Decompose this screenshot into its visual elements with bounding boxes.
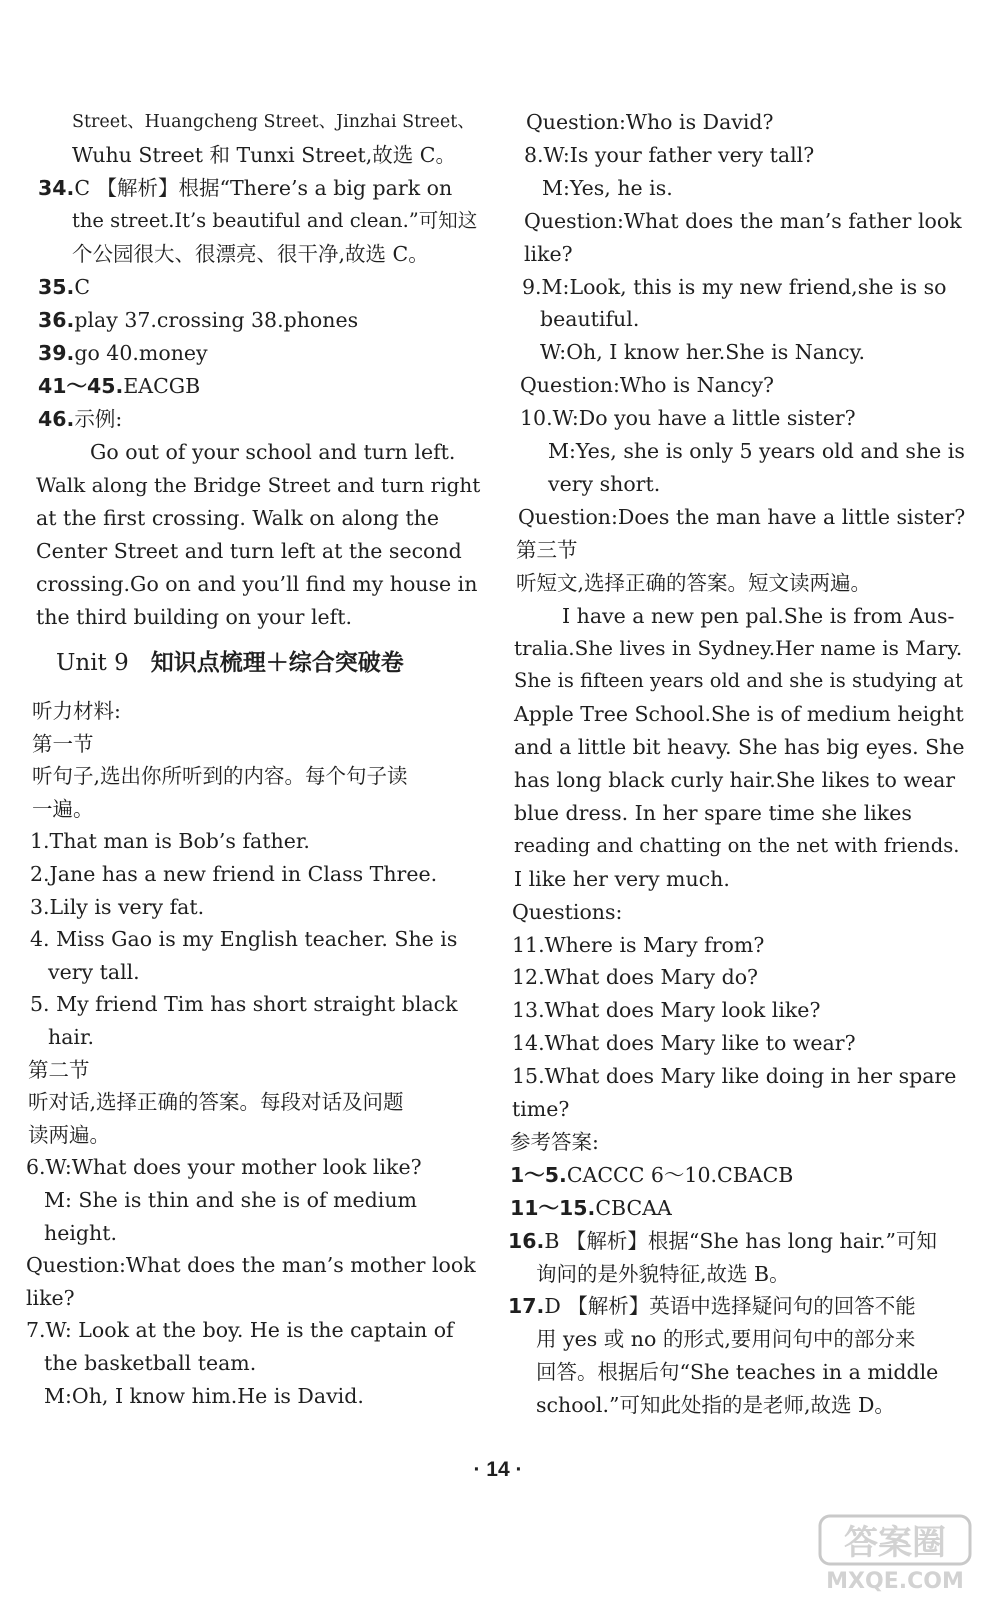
item-number: 36. [38, 308, 75, 332]
left-line [36, 570, 477, 598]
line-text: blue dress. In her spare time she likes [514, 800, 912, 825]
line-text: very tall. [48, 959, 140, 984]
left2-line [32, 730, 94, 758]
line-text: 5. My friend Tim has short straight black [30, 992, 458, 1017]
item-number: 35. [38, 275, 75, 299]
left-line [38, 405, 122, 433]
left2-line [32, 697, 121, 725]
left2-line [26, 1316, 454, 1344]
item-number: 46. [38, 407, 75, 431]
left-line [36, 504, 439, 532]
line-text: Center Street and turn left at the second [36, 539, 462, 563]
line-text: CACCC 6～10.CBACB [566, 1162, 794, 1187]
right-line [512, 963, 758, 991]
right-line [536, 1358, 938, 1386]
line-text: Question:What does the man’s father look [524, 208, 962, 233]
line-text: W:Oh, I know her.She is Nancy. [540, 340, 865, 365]
item-number: 17. [508, 1294, 545, 1319]
line-text: I like her very much. [514, 866, 730, 891]
line-text: 听句子,选出你所听到的内容。每个句子读 [32, 764, 408, 789]
right-line [514, 865, 730, 893]
line-text: Wuhu Street 和 Tunxi Street,故选 C。 [72, 143, 456, 167]
line-text: 第三节 [516, 537, 578, 562]
line-text: Question:Does the man have a little sister? [518, 504, 966, 529]
right-line [518, 503, 965, 531]
line-text: like? [524, 241, 573, 266]
line-text: 个公园很大、很漂亮、很干净,故选 C。 [72, 242, 429, 266]
right-line [540, 305, 639, 333]
left-line [36, 471, 480, 499]
left-line [38, 339, 208, 367]
line-text: 第二节 [28, 1057, 90, 1082]
item-number: 41～45. [38, 374, 124, 398]
line-text: M:Yes, she is only 5 years old and she is [548, 439, 965, 463]
left2-line [32, 795, 94, 823]
left2-line [28, 1121, 110, 1149]
right-line [548, 437, 965, 465]
right-line [514, 766, 955, 794]
right-line [514, 700, 964, 728]
line-text: 一遍。 [32, 796, 94, 821]
right-line [510, 1161, 793, 1189]
left-line [38, 372, 200, 400]
left2-line [30, 893, 204, 921]
right-line [520, 404, 856, 432]
right-line [536, 1325, 915, 1353]
item-number: 39. [38, 341, 75, 365]
line-text: and a little bit heavy. She has big eyes. She [514, 735, 965, 760]
left2-line [48, 958, 140, 986]
right-line [512, 1062, 956, 1090]
watermark-bottom-text: MXQE.COM [826, 1569, 964, 1594]
left2-line [44, 1382, 364, 1410]
left-line [72, 207, 477, 235]
line-text: I have a new pen pal.She is from Aus- [562, 603, 955, 628]
left2-line [26, 1153, 422, 1181]
line-text: D 【解析】英语中选择疑问句的回答不能 [544, 1294, 916, 1319]
right-line [512, 996, 820, 1024]
right-line [514, 667, 963, 695]
line-text: B 【解析】根据“She has long hair.”可知 [544, 1228, 938, 1253]
right-line [512, 898, 622, 926]
left-line [38, 306, 358, 334]
right-line [516, 569, 871, 597]
line-text: 询问的是外貌特征,故选 B。 [536, 1261, 790, 1286]
left2-line [30, 827, 310, 855]
line-text: reading and chatting on the net with friends. [514, 833, 960, 857]
line-text: C 【解析】根据“There’s a big park on [74, 176, 453, 200]
line-text: 3.Lily is very fat. [30, 894, 205, 919]
right-line [512, 1029, 856, 1057]
left2-line [32, 762, 408, 790]
right-line [514, 832, 959, 860]
item-number: 16. [508, 1228, 545, 1253]
line-text: 读两遍。 [28, 1122, 110, 1147]
line-text: the basketball team. [44, 1351, 257, 1375]
left-line [72, 141, 456, 169]
line-text: hair. [48, 1025, 95, 1049]
right-line [512, 931, 764, 959]
right-line [524, 207, 962, 235]
watermark-logo [816, 1512, 974, 1594]
page-number: · 14 · [473, 1458, 523, 1481]
line-text: height. [44, 1220, 117, 1245]
line-text: time? [512, 1097, 570, 1121]
line-text: 回答。根据后句“She teaches in a middle [536, 1360, 939, 1385]
right-line [536, 1260, 790, 1288]
right-line [510, 1194, 672, 1222]
right-line [516, 536, 578, 564]
line-text: 参考答案: [510, 1129, 599, 1154]
unit-heading [56, 647, 404, 679]
line-text: the street.It’s beautiful and clean.”可知这 [72, 209, 478, 232]
left-line [38, 174, 452, 202]
line-text: Question:What does the man’s mother look [26, 1253, 476, 1278]
line-text: Apple Tree School.She is of medium height [514, 702, 964, 727]
right-line [514, 733, 965, 761]
right-line [540, 338, 865, 366]
right-line [508, 1292, 916, 1320]
line-text: 1.That man is Bob’s father. [30, 829, 310, 854]
right-line [536, 1391, 895, 1419]
line-text: 12.What does Mary do? [512, 965, 759, 990]
right-line [526, 108, 774, 136]
line-text: M:Yes, he is. [542, 175, 673, 200]
line-text: beautiful. [540, 307, 640, 332]
left2-line [30, 990, 458, 1018]
unit-title: 知识点梳理＋综合突破卷 [150, 650, 404, 676]
right-line [562, 602, 954, 630]
line-text: 9.M:Look, this is my new friend,she is so [522, 274, 947, 299]
right-line [542, 174, 673, 202]
right-line [548, 470, 660, 498]
left-line [38, 273, 90, 301]
item-number: 34. [38, 176, 75, 200]
item-number: 1～5. [510, 1162, 567, 1187]
line-text: 示例: [74, 407, 123, 431]
line-text: Walk along the Bridge Street and turn right [36, 473, 481, 497]
line-text: CBCAA [595, 1195, 672, 1220]
line-text: Street、Huangcheng Street、Jinzhai Street、 [72, 112, 475, 132]
item-number: 11～15. [510, 1195, 596, 1220]
left2-line [48, 1023, 94, 1051]
line-text: go 40.money [74, 341, 208, 365]
left2-line [44, 1219, 117, 1247]
left2-line [28, 1056, 90, 1084]
left2-line [30, 925, 457, 953]
line-text: has long black curly hair.She likes to wear [514, 768, 956, 792]
left-line [72, 108, 475, 136]
line-text: play 37.crossing 38.phones [74, 308, 359, 332]
right-line [524, 141, 814, 169]
line-text: 第一节 [32, 731, 94, 756]
line-text: EACGB [123, 374, 201, 398]
left2-line [44, 1349, 256, 1377]
line-text: at the first crossing. Walk on along the [36, 506, 439, 530]
line-text: 听力材料: [32, 699, 121, 723]
watermark-top-text: 答案圈 [844, 1523, 946, 1563]
line-text: 10.W:Do you have a little sister? [520, 406, 856, 431]
left-line [90, 438, 455, 466]
line-text: tralia.She lives in Sydney.Her name is Mary. [514, 636, 963, 661]
left2-line [26, 1284, 75, 1312]
line-text: 4. Miss Gao is my English teacher. She is [30, 927, 458, 952]
line-text: 6.W:What does your mother look like? [26, 1155, 422, 1180]
line-text: the third building on your left. [36, 605, 353, 629]
unit-label: Unit 9 [56, 650, 129, 676]
right-line [508, 1227, 937, 1255]
left-line [36, 537, 462, 565]
left2-line [28, 1088, 404, 1116]
line-text: 听短文,选择正确的答案。短文读两遍。 [516, 570, 872, 595]
left-line [36, 603, 352, 631]
left2-line [30, 860, 437, 888]
line-text: very short. [548, 471, 661, 496]
left-line [72, 240, 429, 268]
line-text: 15.What does Mary like doing in her spare [512, 1064, 957, 1089]
line-text: M: She is thin and she is of medium [44, 1188, 417, 1212]
line-text: Question:Who is David? [526, 110, 774, 134]
right-line [524, 240, 573, 268]
line-text: school.”可知此处指的是老师,故选 D。 [536, 1393, 895, 1418]
line-text: C [74, 275, 91, 299]
line-text: Go out of your school and turn left. [90, 440, 456, 464]
line-text: like? [26, 1285, 75, 1310]
right-line [514, 799, 912, 827]
line-text: 8.W:Is your father very tall? [524, 142, 815, 167]
line-text: 听对话,选择正确的答案。每段对话及问题 [28, 1090, 404, 1115]
right-line [514, 634, 962, 662]
line-text: crossing.Go on and you’ll find my house in [36, 572, 478, 596]
right-line [520, 371, 774, 399]
line-text: 13.What does Mary look like? [512, 998, 821, 1023]
line-text: Question:Who is Nancy? [520, 373, 775, 398]
line-text: 7.W: Look at the boy. He is the captain of [26, 1318, 454, 1343]
line-text: M:Oh, I know him.He is David. [44, 1383, 364, 1408]
left2-line [26, 1251, 476, 1279]
line-text: She is fifteen years old and she is studying at [514, 669, 963, 693]
line-text: Questions: [512, 899, 623, 924]
line-text: 用 yes 或 no 的形式,要用问句中的部分来 [536, 1327, 916, 1352]
right-line [510, 1128, 599, 1156]
left2-line [44, 1186, 417, 1214]
line-text: 14.What does Mary like to wear? [512, 1031, 856, 1056]
right-line [512, 1095, 569, 1123]
right-line [522, 273, 947, 301]
line-text: 2.Jane has a new friend in Class Three. [30, 862, 438, 886]
line-text: 11.Where is Mary from? [512, 932, 765, 957]
